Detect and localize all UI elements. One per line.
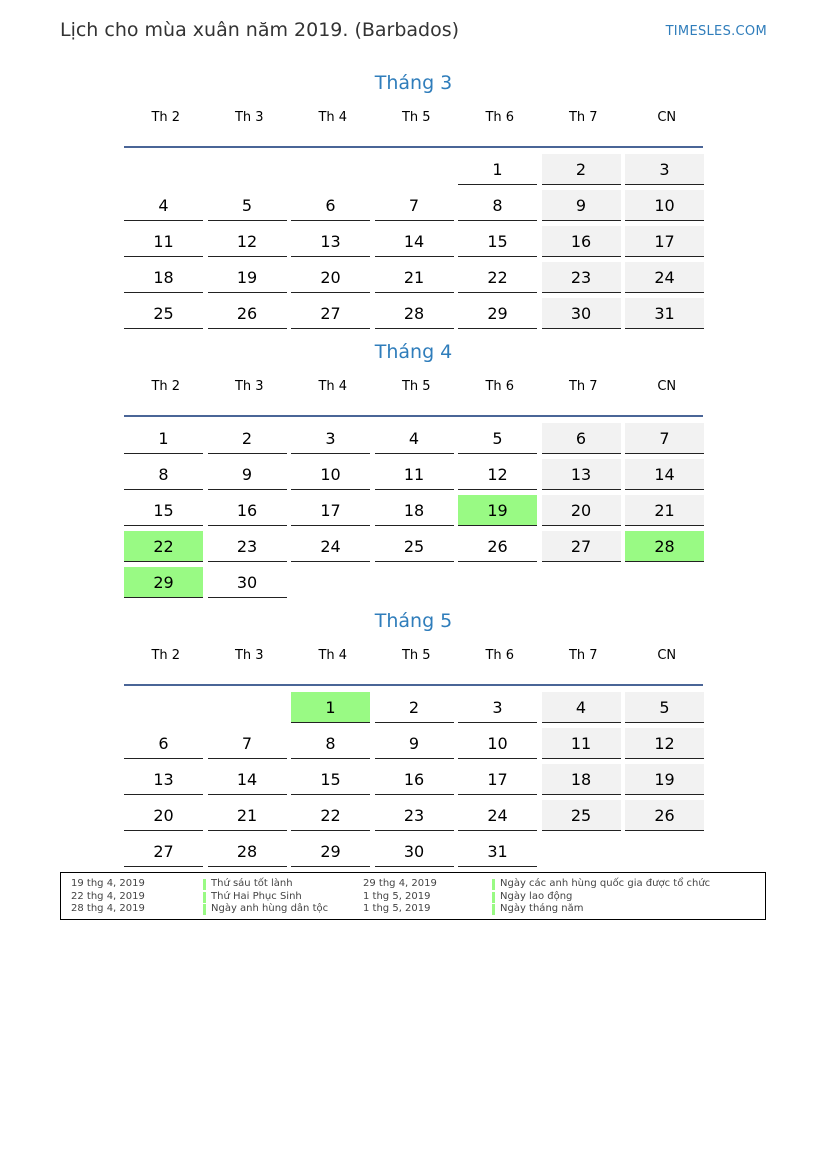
legend-holiday-name: Ngày lao động <box>500 890 573 902</box>
weekday-label: CN <box>657 648 677 663</box>
weekend-day-cell: 10 <box>625 190 704 221</box>
week-row <box>124 422 703 458</box>
weekday-label: Th 3 <box>234 379 264 394</box>
weekend-day-cell: 30 <box>542 298 621 329</box>
legend-holiday-name: Thứ sáu tốt lành <box>211 878 293 889</box>
empty-day-cell <box>208 154 287 184</box>
day-cell: 28 <box>375 298 454 329</box>
month-title: Tháng 4 <box>374 341 453 363</box>
weekday-header <box>124 375 703 417</box>
week-row <box>124 494 703 530</box>
day-cell: 24 <box>458 800 537 831</box>
legend-row <box>71 891 371 904</box>
day-cell: 18 <box>124 262 203 293</box>
holiday-legend <box>60 872 766 920</box>
weeks <box>124 148 703 333</box>
weekday-label: Th 4 <box>318 648 348 663</box>
weekend-day-cell: 14 <box>625 459 704 490</box>
holiday-color-swatch <box>203 879 206 890</box>
weekend-day-cell: 24 <box>625 262 704 293</box>
day-cell: 1 <box>124 423 203 454</box>
month-block <box>124 339 703 602</box>
day-cell: 2 <box>208 423 287 454</box>
weeks <box>124 417 703 602</box>
legend-holiday-name: Ngày tháng năm <box>500 903 584 914</box>
weekend-day-cell: 6 <box>542 423 621 454</box>
day-cell: 10 <box>458 728 537 759</box>
weekday-label: Th 3 <box>234 648 264 663</box>
weekend-day-cell: 31 <box>625 298 704 329</box>
day-cell: 13 <box>124 764 203 795</box>
legend-row <box>71 878 371 891</box>
day-cell: 26 <box>458 531 537 562</box>
weekend-day-cell: 5 <box>625 692 704 723</box>
holiday-day-cell: 22 <box>124 531 203 562</box>
day-cell: 31 <box>458 836 537 867</box>
legend-date: 29 thg 4, 2019 <box>363 878 437 889</box>
day-cell: 14 <box>208 764 287 795</box>
day-cell: 23 <box>208 531 287 562</box>
day-cell: 29 <box>291 836 370 867</box>
empty-day-cell <box>124 154 203 184</box>
day-cell: 12 <box>208 226 287 257</box>
legend-column-2 <box>363 878 763 916</box>
weekday-label: Th 7 <box>568 648 598 663</box>
weekday-label: CN <box>657 110 677 125</box>
weekday-label: Th 6 <box>485 648 515 663</box>
weekend-day-cell: 21 <box>625 495 704 526</box>
week-row <box>124 727 703 763</box>
legend-row <box>363 903 763 916</box>
day-cell: 20 <box>124 800 203 831</box>
legend-date: 1 thg 5, 2019 <box>363 903 431 914</box>
holiday-color-swatch <box>492 904 495 915</box>
weekend-day-cell: 9 <box>542 190 621 221</box>
day-cell: 19 <box>208 262 287 293</box>
legend-date: 19 thg 4, 2019 <box>71 878 145 889</box>
weekday-label: Th 5 <box>401 648 431 663</box>
day-cell: 8 <box>291 728 370 759</box>
holiday-color-swatch <box>492 892 495 903</box>
empty-day-cell <box>625 836 704 866</box>
day-cell: 8 <box>124 459 203 490</box>
day-cell: 30 <box>375 836 454 867</box>
day-cell: 11 <box>375 459 454 490</box>
week-row <box>124 835 703 871</box>
weekday-label: Th 6 <box>485 379 515 394</box>
week-row <box>124 458 703 494</box>
legend-holiday-name: Ngày anh hùng dân tộc <box>211 903 329 914</box>
day-cell: 20 <box>291 262 370 293</box>
weekend-day-cell: 16 <box>542 226 621 257</box>
empty-day-cell <box>208 692 287 722</box>
holiday-day-cell: 19 <box>458 495 537 526</box>
weekend-day-cell: 20 <box>542 495 621 526</box>
month-block <box>124 608 703 871</box>
weekend-day-cell: 25 <box>542 800 621 831</box>
legend-column-1 <box>71 878 371 916</box>
week-row <box>124 691 703 727</box>
weekend-day-cell: 11 <box>542 728 621 759</box>
day-cell: 5 <box>208 190 287 221</box>
weekday-label: Th 5 <box>401 379 431 394</box>
day-cell: 25 <box>124 298 203 329</box>
day-cell: 29 <box>458 298 537 329</box>
day-cell: 6 <box>291 190 370 221</box>
week-row <box>124 799 703 835</box>
legend-date: 1 thg 5, 2019 <box>363 890 431 902</box>
legend-date: 22 thg 4, 2019 <box>71 890 145 902</box>
week-row <box>124 566 703 602</box>
week-row <box>124 189 703 225</box>
week-row <box>124 225 703 261</box>
weekday-label: Th 5 <box>401 110 431 125</box>
legend-row <box>363 891 763 904</box>
weekend-day-cell: 23 <box>542 262 621 293</box>
holiday-color-swatch <box>203 904 206 915</box>
day-cell: 22 <box>458 262 537 293</box>
weekend-day-cell: 17 <box>625 226 704 257</box>
empty-day-cell <box>291 154 370 184</box>
day-cell: 1 <box>458 154 537 185</box>
week-row <box>124 261 703 297</box>
day-cell: 15 <box>291 764 370 795</box>
day-cell: 14 <box>375 226 454 257</box>
week-row <box>124 763 703 799</box>
legend-row <box>363 878 763 891</box>
empty-day-cell <box>625 567 704 597</box>
day-cell: 11 <box>124 226 203 257</box>
day-cell: 24 <box>291 531 370 562</box>
day-cell: 13 <box>291 226 370 257</box>
day-cell: 23 <box>375 800 454 831</box>
weekday-label: Th 7 <box>568 110 598 125</box>
weekday-header <box>124 106 703 148</box>
day-cell: 26 <box>208 298 287 329</box>
brand-link[interactable]: TIMESLES.COM <box>665 24 767 39</box>
day-cell: 21 <box>208 800 287 831</box>
weekend-day-cell: 13 <box>542 459 621 490</box>
day-cell: 16 <box>375 764 454 795</box>
week-row <box>124 153 703 189</box>
weeks <box>124 686 703 871</box>
empty-day-cell <box>542 836 621 866</box>
day-cell: 28 <box>208 836 287 867</box>
day-cell: 4 <box>375 423 454 454</box>
day-cell: 15 <box>124 495 203 526</box>
day-cell: 3 <box>458 692 537 723</box>
legend-holiday-name: Thứ Hai Phục Sinh <box>211 890 302 902</box>
day-cell: 17 <box>458 764 537 795</box>
weekend-day-cell: 19 <box>625 764 704 795</box>
weekday-label: Th 6 <box>485 110 515 125</box>
day-cell: 25 <box>375 531 454 562</box>
weekend-day-cell: 12 <box>625 728 704 759</box>
weekday-header <box>124 644 703 686</box>
weekend-day-cell: 18 <box>542 764 621 795</box>
weekday-label: Th 2 <box>151 379 181 394</box>
day-cell: 9 <box>208 459 287 490</box>
day-cell: 2 <box>375 692 454 723</box>
day-cell: 10 <box>291 459 370 490</box>
day-cell: 5 <box>458 423 537 454</box>
weekday-label: Th 2 <box>151 110 181 125</box>
day-cell: 16 <box>208 495 287 526</box>
day-cell: 4 <box>124 190 203 221</box>
empty-day-cell <box>542 567 621 597</box>
holiday-color-swatch <box>492 879 495 890</box>
weekend-day-cell: 26 <box>625 800 704 831</box>
weekend-day-cell: 3 <box>625 154 704 185</box>
weekday-label: Th 4 <box>318 110 348 125</box>
legend-row <box>71 903 371 916</box>
legend-holiday-name: Ngày các anh hùng quốc gia được tổ chức <box>500 878 711 889</box>
day-cell: 18 <box>375 495 454 526</box>
day-cell: 12 <box>458 459 537 490</box>
weekend-day-cell: 4 <box>542 692 621 723</box>
weekday-label: Th 3 <box>234 110 264 125</box>
empty-day-cell <box>291 567 370 597</box>
day-cell: 21 <box>375 262 454 293</box>
empty-day-cell <box>458 567 537 597</box>
day-cell: 7 <box>375 190 454 221</box>
empty-day-cell <box>375 154 454 184</box>
day-cell: 8 <box>458 190 537 221</box>
day-cell: 7 <box>208 728 287 759</box>
week-row <box>124 297 703 333</box>
holiday-color-swatch <box>203 892 206 903</box>
empty-day-cell <box>124 692 203 722</box>
empty-day-cell <box>375 567 454 597</box>
weekend-day-cell: 2 <box>542 154 621 185</box>
day-cell: 3 <box>291 423 370 454</box>
day-cell: 17 <box>291 495 370 526</box>
day-cell: 30 <box>208 567 287 598</box>
holiday-day-cell: 28 <box>625 531 704 562</box>
day-cell: 22 <box>291 800 370 831</box>
weekend-day-cell: 7 <box>625 423 704 454</box>
weekday-label: Th 7 <box>568 379 598 394</box>
month-title: Tháng 5 <box>374 610 453 632</box>
week-row <box>124 530 703 566</box>
day-cell: 6 <box>124 728 203 759</box>
holiday-day-cell: 1 <box>291 692 370 723</box>
day-cell: 27 <box>291 298 370 329</box>
day-cell: 27 <box>124 836 203 867</box>
holiday-day-cell: 29 <box>124 567 203 598</box>
month-title: Tháng 3 <box>374 72 453 94</box>
weekday-label: Th 4 <box>318 379 348 394</box>
legend-date: 28 thg 4, 2019 <box>71 903 145 914</box>
weekend-day-cell: 27 <box>542 531 621 562</box>
day-cell: 9 <box>375 728 454 759</box>
month-block <box>124 70 703 333</box>
day-cell: 15 <box>458 226 537 257</box>
weekday-label: Th 2 <box>151 648 181 663</box>
weekday-label: CN <box>657 379 677 394</box>
page-title: Lịch cho mùa xuân năm 2019. (Barbados) <box>60 19 460 41</box>
